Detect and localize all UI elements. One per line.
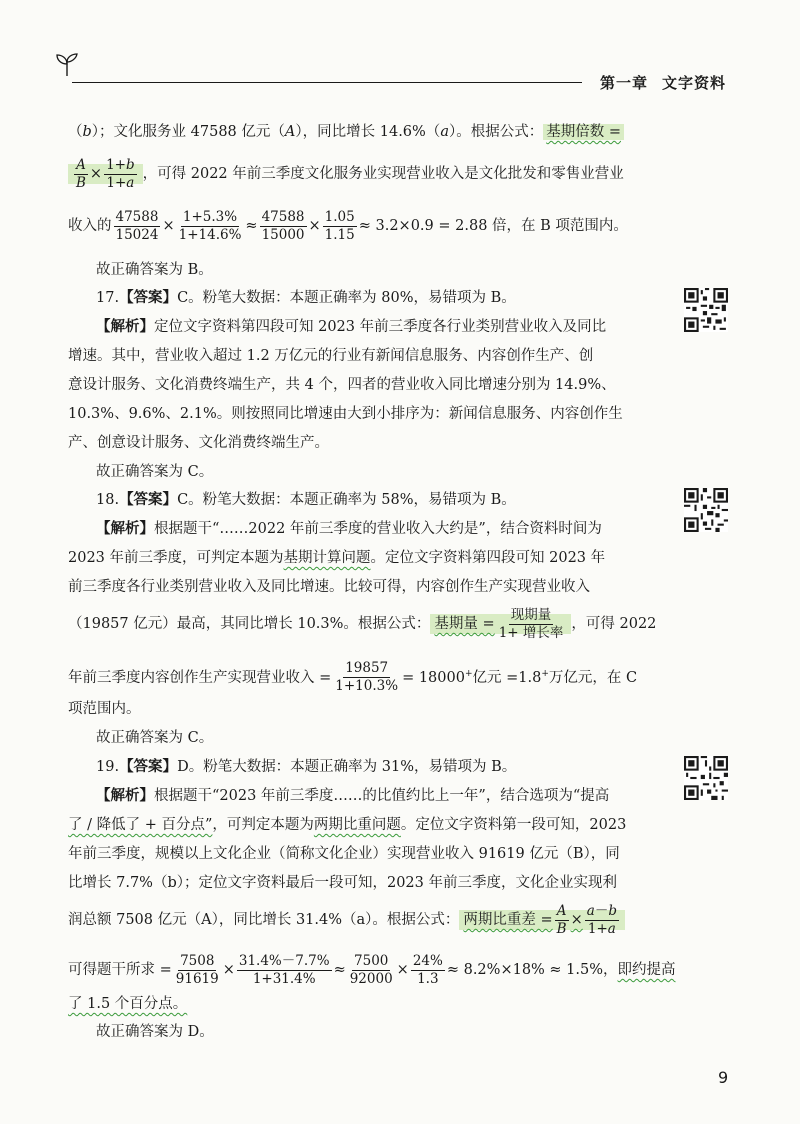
q19-analysis-line-7: 了 1.5 个百分点。 (68, 996, 188, 1012)
page-header (0, 0, 800, 100)
p1-line-1: （b）；文化服务业 47588 亿元（A），同比增长 14.6%（a）。根据公式： 基期倍数 = (68, 122, 663, 142)
formula-label-base-multiple: 基期倍数 = (543, 124, 624, 140)
formula-base-multiple: $\frac{A}{B}$ × $\frac{1+b}{1+a}$ (68, 164, 143, 184)
qr-code-icon[interactable] (684, 288, 728, 332)
q18-analysis-line-5: 年前三季度内容创作生产实现营业收入 = $\frac{19857}{1+10.3\%}$ = 18000+亿元 =1.8+万亿元，在 C (68, 660, 638, 695)
q17-analysis-line-5: 产、创意设计服务、文化消费终端生产。 (68, 435, 329, 451)
header-rule (72, 82, 582, 83)
q19-analysis-line-5: 润总额 7508 亿元（A），同比增长 31.4%（a）。根据公式： 两期比重差 = $\frac{A}{B}$ × $\frac{a-b}{1+a}$ (68, 900, 663, 940)
formula-two-period-difference: 两期比重差 = $\frac{A}{B}$ × $\frac{a-b}{1+a}$ (459, 910, 625, 930)
chapter-number: 第一章 (600, 74, 649, 92)
q17-answer: 故正确答案为 C。 (96, 464, 214, 480)
q18-answer-line: 18.【答案】C。粉笔大数据：本题正确率为 58%，易错项为 B。 (96, 491, 516, 508)
page-number: 9 (718, 1068, 729, 1087)
q18-analysis-line-1: 【解析】根据题干“……2022 年前三季度的营业收入大约是”，结合资料时间为 (96, 520, 602, 537)
q18-analysis-line-3: 前三季度各行业类别营业收入及同比增速。比较可得，内容创作生产实现营业收入 (68, 579, 590, 595)
q17-analysis-line-1: 【解析】定位文字资料第四段可知 2023 年前三季度各行业类别营业收入及同比 (96, 318, 607, 335)
q19-analysis-line-3: 年前三季度，规模以上文化企业（简称文化企业）实现营业收入 91619 亿元（B），同 (68, 846, 620, 862)
q18-analysis-line-4: （19857 亿元）最高，其同比增长 10.3%。根据公式： 基期量 = $\frac{\text{现期量}}{\text{1+ 增长率}}$ ，可得 2022 (68, 606, 657, 641)
q17-analysis-line-4: 10.3%、9.6%、2.1%。则按照同比增速由大到小排序为：新闻信息服务、内容创作生 (68, 406, 623, 422)
q18-analysis-line-6: 项范围内。 (68, 701, 141, 717)
chapter-heading (600, 72, 740, 93)
q17-analysis-line-2: 增速。其中，营业收入超过 1.2 万亿元的行业有新闻信息服务、内容创作生产、创 (68, 348, 594, 364)
p1-line-3: 收入的 $\frac{47588}{15024}$ × $\frac{1+5.3\%}{1+14.6\%}$ ≈ $\frac{47588}{15000}$ × $\frac{1.05}{1.15}$ ≈ 3.2×0.9 = 2.88 倍，在 B 项范围内。 (68, 208, 628, 243)
q18-number: 18. (96, 492, 120, 508)
leaf-icon (55, 52, 79, 78)
q17-number: 17. (96, 290, 120, 306)
q19-analysis-line-2: 了 / 降低了 + 百分点”，可判定本题为两期比重问题。定位文字资料第一段可知，2023 (68, 817, 627, 833)
q18-analysis-line-2: 2023 年前三季度，可判定本题为基期计算问题。定位文字资料第四段可知 2023 年 (68, 550, 606, 566)
q17-answer-line: 17.【答案】C。粉笔大数据：本题正确率为 80%，易错项为 B。 (96, 289, 516, 306)
q17-analysis-line-3: 意设计服务、文化消费终端生产，共 4 个，四者的营业收入同比增速分别为 14.9%、 (68, 377, 616, 393)
qr-code-icon[interactable] (684, 756, 728, 800)
qr-code-icon[interactable] (684, 488, 728, 532)
q19-answer-line: 19.【答案】D。粉笔大数据：本题正确率为 31%，易错项为 B。 (96, 758, 517, 775)
q19-answer: 故正确答案为 D。 (96, 1024, 214, 1040)
formula-base-quantity: 基期量 = $\frac{\text{现期量}}{\text{1+ 增长率}}$ (430, 614, 571, 634)
q18-answer: 故正确答案为 C。 (96, 730, 214, 746)
q19-number: 19. (96, 759, 120, 775)
q19-analysis-line-6: 可得题干所求 = $\frac{7508}{91619}$ × $\frac{31.4\%-7.7\%}{1+31.4\%}$ ≈ $\frac{7500}{92000}$ × $\frac{24\%}{1.3}$ ≈ 8.2%×18% ≈ 1.5%，即约提高 (68, 952, 676, 987)
q19-analysis-line-4: 比增长 7.7%（b）；定位文字资料最后一段可知，2023 年前三季度，文化企业实现利 (68, 875, 617, 891)
q19-analysis-line-1: 【解析】根据题干“2023 年前三季度……的比值约比上一年”，结合选项为“提高 (96, 787, 610, 804)
chapter-title: 文字资料 (662, 74, 727, 92)
p1-line-2: $\frac{A}{B}$ × $\frac{1+b}{1+a}$ ，可得 2022 年前三季度文化服务业实现营业收入是文化批发和零售业营业 (68, 154, 663, 194)
p1-answer: 故正确答案为 B。 (96, 262, 213, 278)
